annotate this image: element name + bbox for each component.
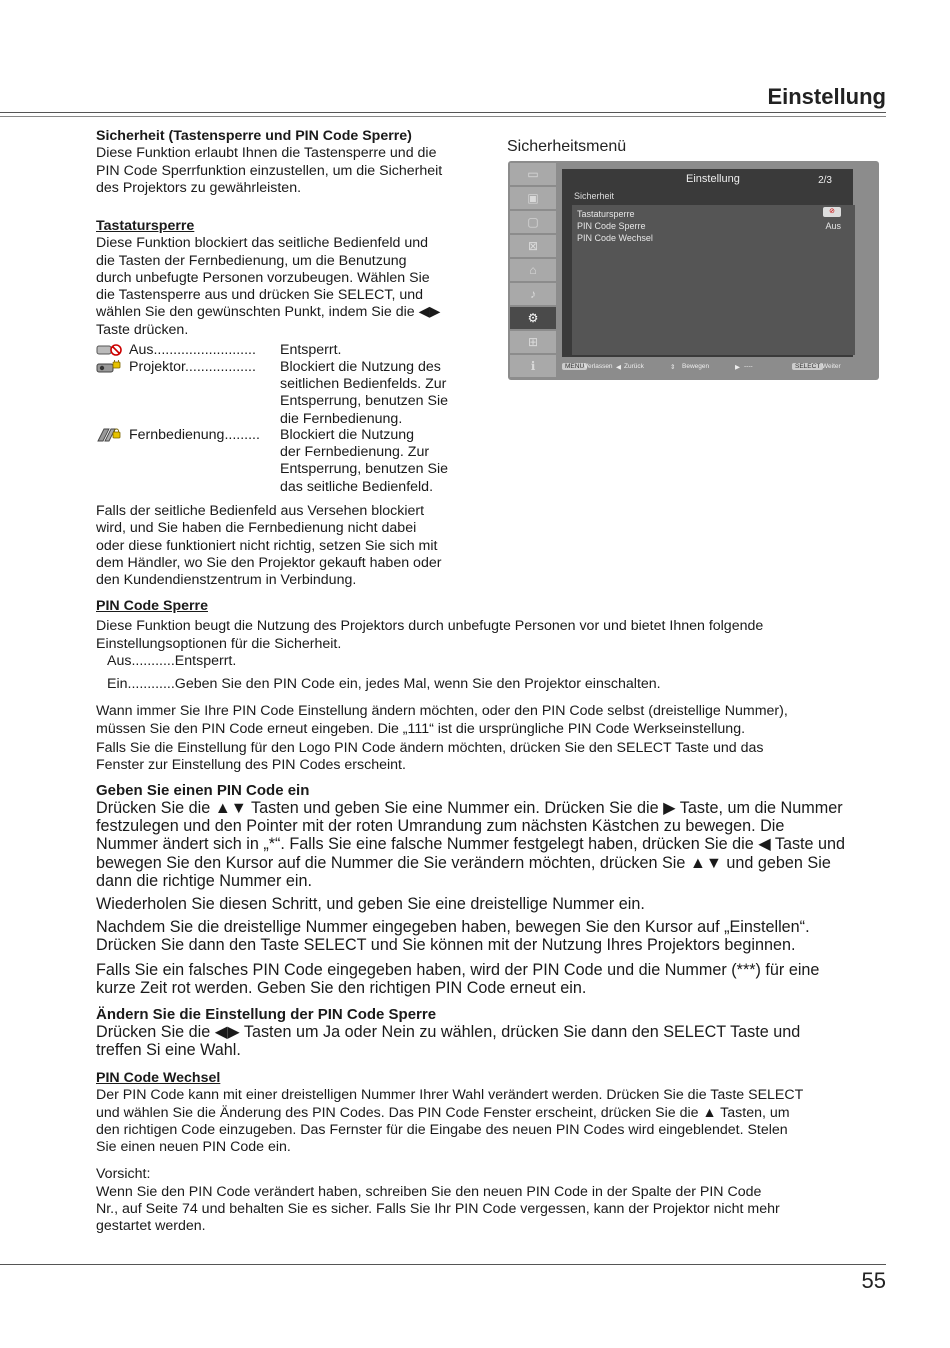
lock-option-desc (280, 342, 480, 359)
menu-item-value: Aus (825, 221, 841, 231)
aendern-heading: Ändern Sie die Einstellung der PIN Code Sperre (96, 1006, 437, 1023)
wechsel-heading: PIN Code Wechsel (96, 1070, 221, 1086)
menu-picture-icon: ▣ (510, 187, 556, 209)
page-number: 55 (861, 1268, 886, 1293)
select-key: SELECT (792, 363, 823, 370)
lock-option-desc (280, 427, 480, 496)
security-menu-screenshot (508, 161, 879, 380)
exit-label: Verlassen (584, 363, 613, 370)
tastatur-note (96, 503, 496, 589)
note-line: wird, und Sie haben die Fernbedienung nicht dabei (96, 520, 417, 537)
menu-settings-icon: ⚙ (510, 307, 556, 329)
footer-rule (0, 1264, 886, 1265)
menu-display-icon: ▭ (510, 163, 556, 185)
lock-option-name: Projektor.................. (129, 359, 256, 375)
wechsel-line: und wählen Sie die Änderung des PIN Codes. Das PIN Code Fenster erscheint, drücken Sie die ▲ Tasten, um (96, 1104, 790, 1121)
wechsel-line: Der PIN Code kann mit einer dreistelligen Nummer Ihrer Wahl verändert werden. Drücken Sie die Taste SELECT (96, 1087, 804, 1104)
desc-line: Entsperrung, benutzen Sie (280, 393, 448, 410)
tastatur-line: durch unbefugte Personen vorzubeugen. Wählen Sie (96, 269, 430, 286)
menu-info-icon: ℹ (510, 355, 556, 377)
menu-item: Tastatursperre (577, 209, 635, 219)
geben-line: festzulegen und den Pointer mit der roten Umrandung zum nächsten Kästchen zu bewegen. Die (96, 817, 785, 836)
pin-line: Diese Funktion beugt die Nutzung des Projektors durch unbefugte Personen vor und bietet Ihnen folgende (96, 618, 764, 635)
menu-page: 2/3 (818, 175, 832, 186)
tastatur-line: Diese Funktion blockiert das seitliche Bedienfeld und (96, 235, 429, 252)
back-label: Zurück (624, 363, 644, 370)
updown-arrow-icon: ⇕ (670, 364, 676, 371)
aendern-line: treffen Si eine Wahl. (96, 1041, 241, 1060)
desc-line: die Fernbedienung. (280, 410, 403, 427)
pin-section (96, 598, 896, 775)
geben-line: Drücken Sie die ▲▼ Tasten und geben Sie eine Nummer ein. Drücken Sie die ▶ Taste, um die Nummer (96, 799, 843, 817)
menu-title: Einstellung (686, 173, 740, 185)
geben-para: Falls Sie ein falsches PIN Code eingegeben haben, wird der PIN Code und die Nummer (***) für eine (96, 960, 820, 979)
menu-caption: Sicherheitsmenü (507, 138, 627, 155)
menu-key: MENU (562, 363, 587, 370)
menu-input-icon: ⌂ (510, 259, 556, 281)
projector-lock-icon (96, 360, 122, 374)
move-label: Bewegen (682, 363, 710, 370)
geben-line: dann die richtige Nummer ein. (96, 871, 312, 890)
desc-line: Entsperrung, benutzen Sie (280, 461, 448, 478)
desc-line: das seitliche Bedienfeld. (280, 478, 434, 495)
vorsicht-line: Nr., auf Seite 74 und behalten Sie es sicher. Falls Sie Ihr PIN Code vergessen, kann der Projektor nicht mehr (96, 1201, 780, 1218)
desc-line: Blockiert die Nutzung (280, 427, 415, 443)
menu-footer (560, 360, 877, 376)
pin-line: Einstellungsoptionen für die Sicherheit. (96, 635, 342, 652)
vorsicht-label: Vorsicht: (96, 1166, 151, 1183)
lock-off-icon: ⊘ (823, 207, 841, 217)
lock-option-desc (280, 359, 480, 428)
geben-para: Wiederholen Sie diesen Schritt, und geben Sie eine dreistellige Nummer ein. (96, 895, 645, 914)
geben-para: Drücken Sie dann den Taste SELECT und Sie können mit der Nutzung Ihres Projektors beginnen. (96, 936, 796, 955)
remote-lock-icon (96, 428, 122, 442)
geben-line: bewegen Sie den Kursor auf die Nummer die Sie verändern möchten, drücken Sie ▲▼ und geben Sie (96, 853, 831, 872)
menu-section: Sicherheit (574, 191, 615, 201)
intro-line: des Projektors zu gewährleisten. (96, 179, 302, 196)
header-rule-thin (0, 116, 886, 117)
lock-option-name: Aus.......................... (129, 342, 256, 358)
next-arrow-icon: ▶ (735, 364, 740, 371)
tastatur-line: die Tasten der Fernbedienung, um die Benutzung (96, 252, 407, 269)
aendern-line: Drücken Sie die ◀▶ Tasten um Ja oder Nein zu wählen, drücken Sie dann den SELECT Taste und (96, 1023, 801, 1041)
menu-network-icon: ⊞ (510, 331, 556, 353)
intro-heading: Sicherheit (Tastensperre und PIN Code Sperre) (96, 128, 412, 144)
note-line: dem Händler, wo Sie den Projektor gekauft haben oder (96, 554, 442, 571)
pin-option-aus: Aus...........Entsperrt. (107, 652, 237, 669)
wechsel-section (96, 1070, 896, 1236)
header-rule (0, 112, 886, 113)
note-line: den Kundendienstzentrum in Verbindung. (96, 572, 357, 589)
menu-main (562, 169, 853, 357)
pin-heading: PIN Code Sperre (96, 598, 208, 614)
pin-para-line: Fenster zur Einstellung des PIN Codes erscheint. (96, 757, 406, 774)
tastatur-heading: Tastatursperre (96, 218, 195, 234)
pin-option-ein: Ein............Geben Sie den PIN Code ein, jedes Mal, wenn Sie den Projektor einschalten. (107, 676, 661, 693)
pin-para-line: müssen Sie den PIN Code erneut eingeben. Die „111“ ist die ursprüngliche PIN Code Werkseinstellung. (96, 720, 746, 737)
page-title: Einstellung (767, 84, 886, 109)
menu-panel (572, 205, 855, 355)
menu-image-icon: ▢ (510, 211, 556, 233)
next-label: Weiter (822, 363, 841, 370)
desc-line: Blockiert die Nutzung des (280, 359, 441, 375)
pin-para-line: Wann immer Sie Ihre PIN Code Einstellung ändern möchten, oder den PIN Code selbst (dreistellige Nummer), (96, 703, 788, 720)
geben-para: kurze Zeit rot werden. Geben Sie den richtigen PIN Code erneut ein. (96, 978, 587, 997)
tastatur-line: die Tastensperre aus und drücken Sie SELECT, und (96, 287, 424, 304)
wechsel-line: den richtigen Code einzugeben. Das Fernster für die Eingabe des neuen PIN Codes wird eingeblendet. Stelen (96, 1121, 788, 1138)
tastatur-section (96, 218, 496, 339)
geben-line: Nummer ändert sich in „*“. Falls Sie eine falsche Nummer festgelegt haben, drücken Sie die ◀ Taste und (96, 835, 846, 854)
vorsicht-line: Wenn Sie den PIN Code verändert haben, schreiben Sie den neuen PIN Code in der Spalte der PIN Code (96, 1183, 762, 1200)
geben-section (96, 782, 896, 997)
note-line: oder diese funktioniert nicht richtig, setzen Sie sich mit (96, 537, 438, 554)
vorsicht-line: gestartet werden. (96, 1218, 206, 1235)
back-arrow-icon: ◀ (616, 364, 621, 371)
desc-line: der Fernbedienung. Zur (280, 444, 430, 461)
desc-line: seitlichen Bedienfelds. Zur (280, 376, 447, 393)
lock-off-icon (96, 343, 122, 357)
intro-line: PIN Code Sperrfunktion einzustellen, um die Sicherheit (96, 162, 443, 179)
aendern-section (96, 1006, 896, 1059)
note-line: Falls der seitliche Bedienfeld aus Versehen blockiert (96, 503, 425, 519)
menu-screen-icon: ⊠ (510, 235, 556, 257)
menu-item: PIN Code Wechsel (577, 233, 653, 243)
menu-sidebar (510, 163, 558, 379)
tastatur-line: Taste drücken. (96, 321, 189, 338)
geben-para: Nachdem Sie die dreistellige Nummer eingegeben haben, bewegen Sie den Kursor auf „Einstellen“. (96, 918, 810, 937)
menu-sound-icon: ♪ (510, 283, 556, 305)
intro-section (96, 128, 496, 197)
intro-line: Diese Funktion erlaubt Ihnen die Tastensperre und die (96, 145, 437, 162)
wechsel-line: Sie einen neuen PIN Code ein. (96, 1139, 291, 1156)
menu-item: PIN Code Sperre (577, 221, 646, 231)
geben-heading: Geben Sie einen PIN Code ein (96, 782, 310, 799)
pin-para-line: Falls Sie die Einstellung für den Logo PIN Code ändern möchten, drücken Sie den SELECT Taste und das (96, 740, 764, 757)
next-dash: ---- (744, 363, 753, 370)
tastatur-line: wählen Sie den gewünschten Punkt, indem Sie die ◀▶ (96, 304, 441, 321)
lock-option-name: Fernbedienung......... (129, 427, 260, 443)
desc-line: Entsperrt. (280, 342, 342, 358)
